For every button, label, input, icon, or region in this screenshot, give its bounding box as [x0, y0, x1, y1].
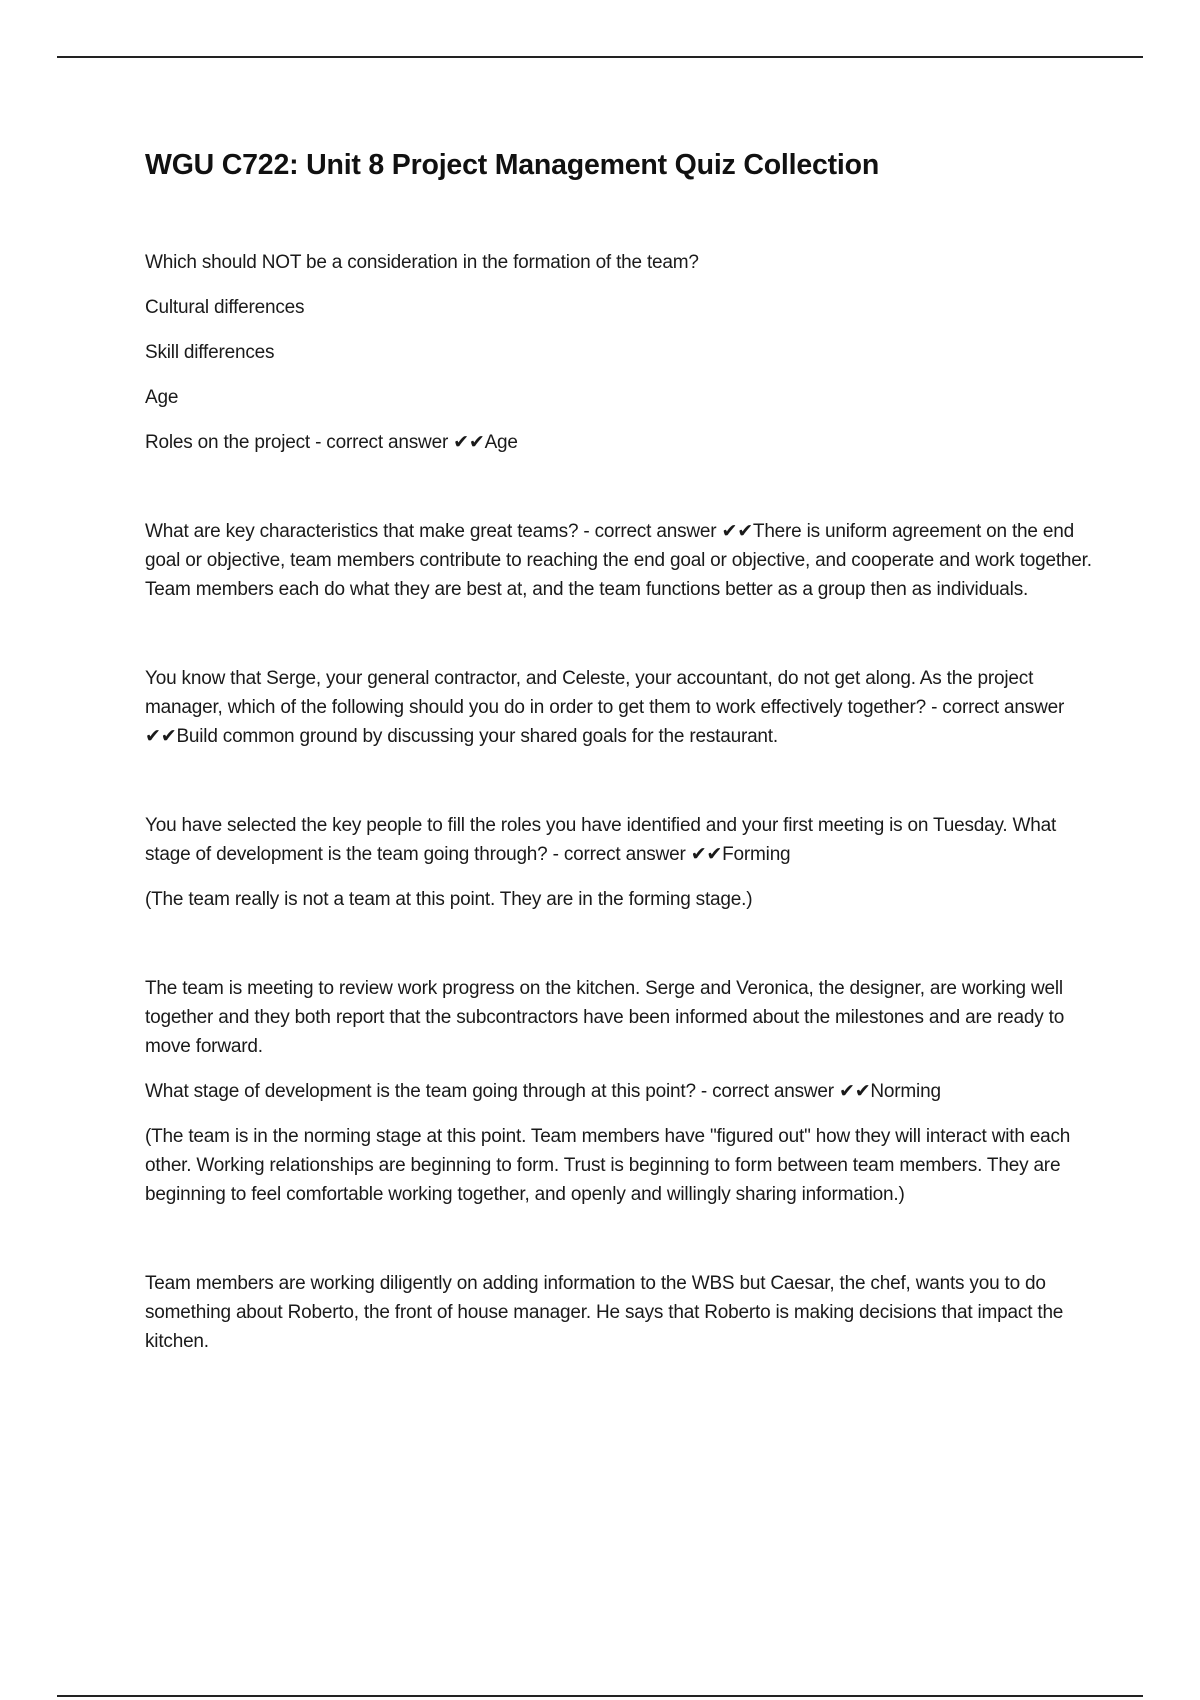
question-scenario: The team is meeting to review work progress on the kitchen. Serge and Veronica, the designer, are working well together and they both report that the subcontractors have been informed about the milestones and are ready to move forward.	[145, 978, 1065, 1057]
answer-explanation: (The team is in the norming stage at this point. Team members have "figured out" how they will interact with each other. Working relationships are beginning to form. Trust is beginning to form between team members. They are beginning to feel comfortable working together, and openly and willingly sharing information.)	[145, 1126, 1071, 1205]
question-with-answer: You know that Serge, your general contractor, and Celeste, your accountant, do not get along. As the project manager, which of the following should you do in order to get them to work effectively together? - correct answer ✔✔Build common ground by discussing your shared goals for the restaurant.	[145, 668, 1065, 747]
question-block-4	[145, 811, 1095, 914]
answer-explanation: (The team really is not a team at this point. They are in the forming stage.)	[145, 889, 753, 910]
answer-option: Age	[145, 387, 179, 408]
page-bottom-rule	[57, 1695, 1143, 1697]
document-body	[145, 144, 1095, 1416]
answer-option: Skill differences	[145, 342, 275, 363]
question-block-5	[145, 974, 1095, 1209]
question-block-2	[145, 517, 1095, 604]
question-with-answer: You have selected the key people to fill the roles you have identified and your first meeting is on Tuesday. What stage of development is the team going through? - correct answer ✔✔Forming	[145, 815, 1057, 865]
question-scenario: Team members are working diligently on adding information to the WBS but Caesar, the chef, wants you to do something about Roberto, the front of house manager. He says that Roberto is making decisions that impact the kitchen.	[145, 1273, 1064, 1352]
answer-option-with-correct-answer: Roles on the project - correct answer ✔✔Age	[145, 432, 518, 453]
question-block-1	[145, 248, 1095, 457]
question-with-answer: What stage of development is the team going through at this point? - correct answer ✔✔Norming	[145, 1081, 941, 1102]
document-title: WGU C722: Unit 8 Project Management Quiz Collection	[145, 149, 880, 181]
question-text: Which should NOT be a consideration in the formation of the team?	[145, 252, 699, 273]
question-block-3	[145, 664, 1095, 751]
question-with-answer: What are key characteristics that make great teams? - correct answer ✔✔There is uniform agreement on the end goal or objective, team members contribute to reaching the end goal or objective, and cooperate and work together. Team members each do what they are best at, and the team functions better as a group then as individuals.	[145, 521, 1092, 600]
answer-option: Cultural differences	[145, 297, 305, 318]
question-block-6	[145, 1269, 1095, 1356]
page-top-rule	[57, 56, 1143, 58]
